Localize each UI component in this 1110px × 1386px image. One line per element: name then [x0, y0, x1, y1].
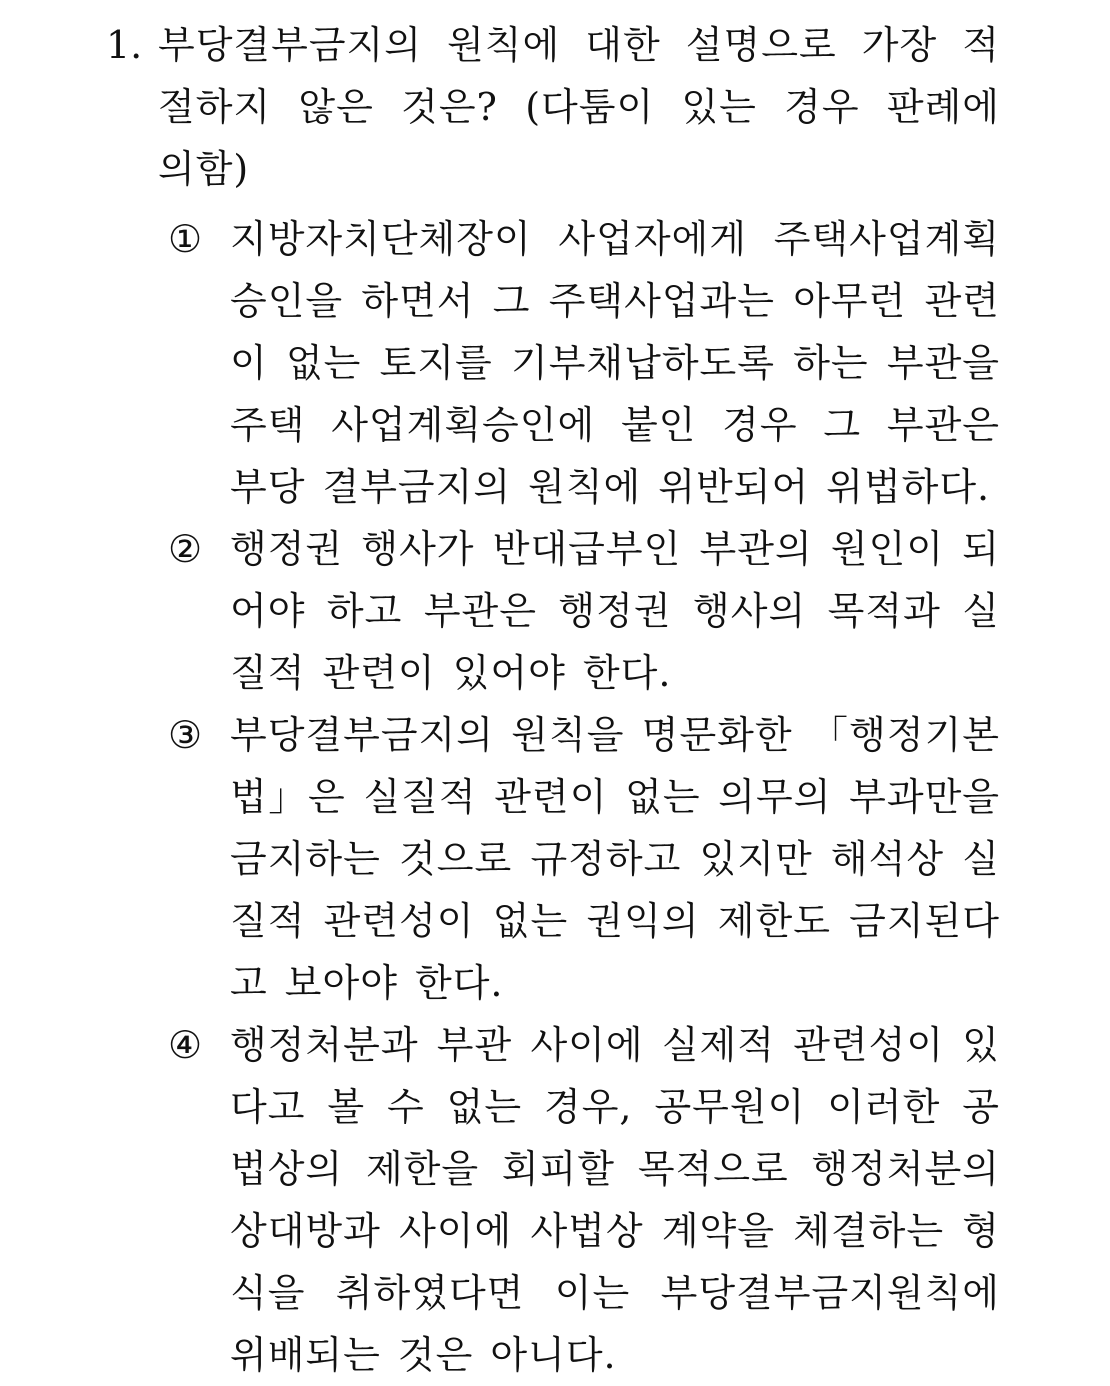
choice-list — [106, 208, 1000, 1386]
choice-4[interactable] — [168, 1014, 1000, 1386]
choice-2-marker: ② — [168, 527, 204, 571]
choice-4-text: 행정처분과 부관 사이에 실제적 관련성이 있다고 볼 수 없는 경우, 공무원이 이러한 공법상의 제한을 회피할 목적으로 행정처분의 상대방과 사이에 사법상 계약을 체결하는 형식을 취하였다면 이는 부당결부금지원칙에 위배되는 것은 아니다. — [230, 1023, 1000, 1377]
choice-3[interactable] — [168, 704, 1000, 1014]
question-stem: 부당결부금지의 원칙에 대한 설명으로 가장 적절하지 않은 것은? (다툼이 있는 경우 판례에 의함) — [158, 23, 1000, 191]
question-number: 1. — [106, 23, 143, 67]
choice-1[interactable] — [168, 208, 1000, 518]
choice-2-text: 행정권 행사가 반대급부인 부관의 원인이 되어야 하고 부관은 행정권 행사의 목적과 실질적 관련이 있어야 한다. — [230, 527, 1000, 695]
choice-3-text: 부당결부금지의 원칙을 명문화한 「행정기본법」은 실질적 관련이 없는 의무의 부과만을 금지하는 것으로 규정하고 있지만 해석상 실질적 관련성이 없는 권익의 제한도 금지된다고 보아야 한다. — [230, 713, 1000, 1005]
choice-1-text: 지방자치단체장이 사업자에게 주택사업계획 승인을 하면서 그 주택사업과는 아무런 관련이 없는 토지를 기부채납하도록 하는 부관을 주택 사업계획승인에 붙인 경우 그 부관은 부당 결부금지의 원칙에 위반되어 위법하다. — [230, 217, 1000, 509]
question-1 — [106, 14, 1000, 1386]
choice-2[interactable] — [168, 518, 1000, 704]
choice-4-marker: ④ — [168, 1023, 204, 1067]
choice-3-marker: ③ — [168, 713, 204, 757]
choice-1-marker: ① — [168, 217, 204, 261]
